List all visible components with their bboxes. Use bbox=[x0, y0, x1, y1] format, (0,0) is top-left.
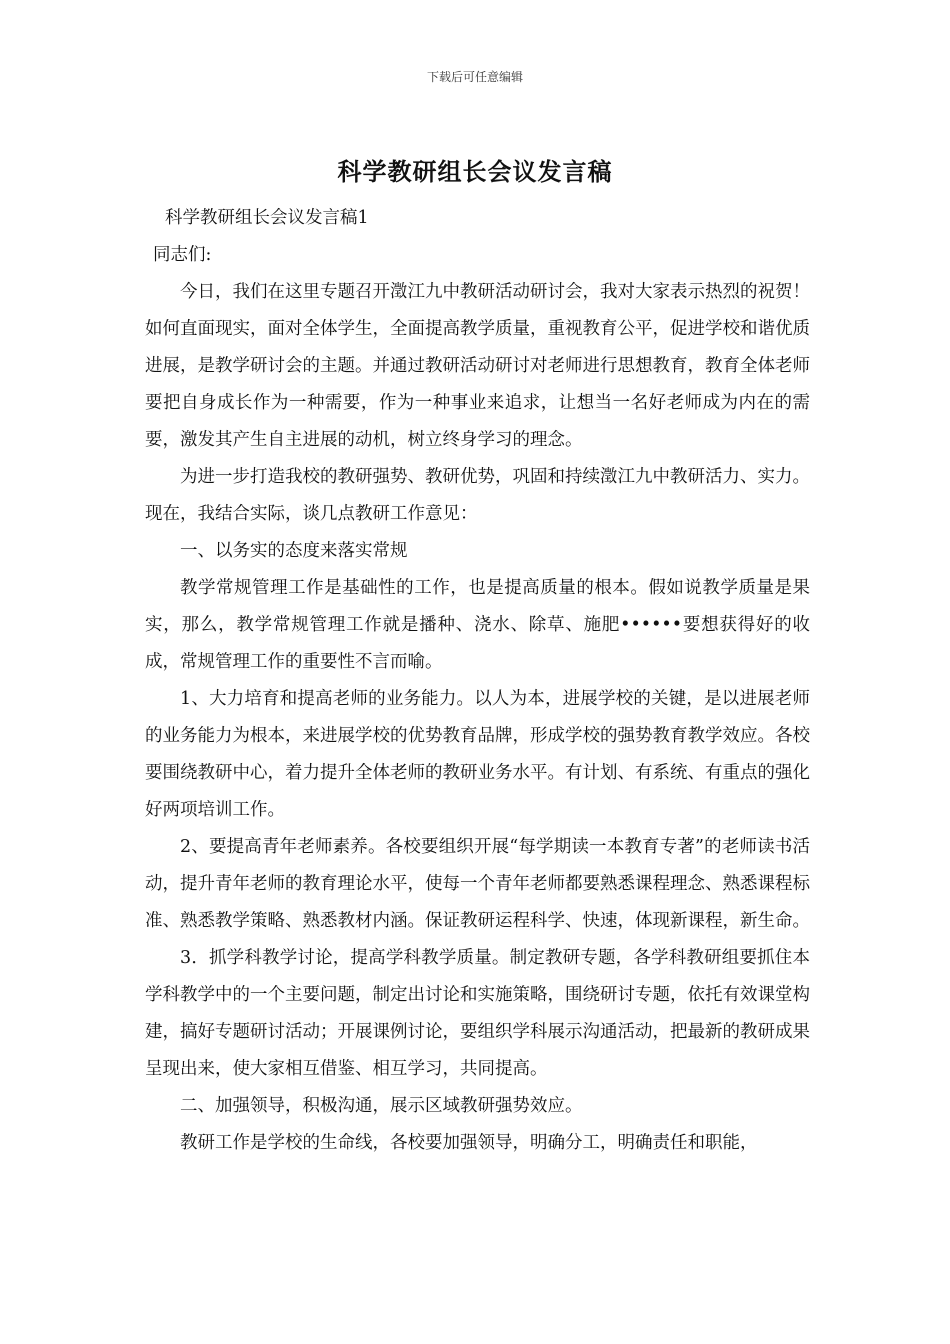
document-body bbox=[145, 200, 810, 1162]
paragraph-leadership: 教研工作是学校的生命线，各校要加强领导，明确分工，明确责任和职能， bbox=[180, 1133, 758, 1153]
paragraph-item-2: 2、要提高青年老师素养。各校要组织开展“每学期读一本教育专著”的老师读书活动，提升青年老师的教育理论水平，使每一个青年老师都要熟悉课程理念、熟悉课程标准、熟悉教学策略、熟悉教材内涵。保证教研运程科学、快速，体现新课程，新生命。 bbox=[145, 837, 810, 931]
paragraph-opening: 今日，我们在这里专题召开澂江九中教研活动研讨会，我对大家表示热烈的祝贺！如何直面现实，面对全体学生，全面提高教学质量，重视教育公平，促进学校和谐优质进展，是教学研讨会的主题。并通过教研活动研讨对老师进行思想教育，教育全体老师要把自身成长作为一种需要，作为一种事业来追求，让想当一名好老师成为内在的需要，激发其产生自主进展的动机，树立终身学习的理念。 bbox=[145, 282, 810, 450]
document-subtitle: 科学教研组长会议发言稿1 bbox=[165, 208, 369, 228]
paragraph-routine-management: 教学常规管理工作是基础性的工作，也是提高质量的根本。假如说教学质量是果实，那么，教学常规管理工作就是播种、浇水、除草、施肥••••••要想获得好的收成，常规管理工作的重要性不言而喻。 bbox=[145, 578, 810, 672]
section-heading-1: 一、以务实的态度来落实常规 bbox=[180, 541, 408, 561]
header-note: 下载后可任意编辑 bbox=[426, 70, 523, 84]
document-title: 科学教研组长会议发言稿 bbox=[337, 158, 613, 186]
paragraph-item-1: 1、大力培育和提高老师的业务能力。以人为本，进展学校的关键，是以进展老师的业务能力为根本，来进展学校的优势教育品牌，形成学校的强势教育教学效应。各校要围绕教研中心，着力提升全体老师的教研业务水平。有计划、有系统、有重点的强化好两项培训工作。 bbox=[145, 689, 810, 820]
salutation: 同志们: bbox=[153, 245, 212, 265]
section-heading-2: 二、加强领导，积极沟通，展示区域教研强势效应。 bbox=[180, 1096, 583, 1116]
paragraph-item-3: 3．抓学科教学讨论，提高学科教学质量。制定教研专题，各学科教研组要抓住本学科教学中的一个主要问题，制定出讨论和实施策略，围绕研讨专题，依托有效课堂构建，搞好专题研讨活动；开展课例讨论，要组织学科展示沟通活动，把最新的教研成果呈现出来，使大家相互借鉴、相互学习，共同提高。 bbox=[145, 948, 810, 1079]
paragraph-intro-opinions: 为进一步打造我校的教研强势、教研优势，巩固和持续澂江九中教研活力、实力。现在，我结合实际，谈几点教研工作意见： bbox=[145, 467, 810, 524]
